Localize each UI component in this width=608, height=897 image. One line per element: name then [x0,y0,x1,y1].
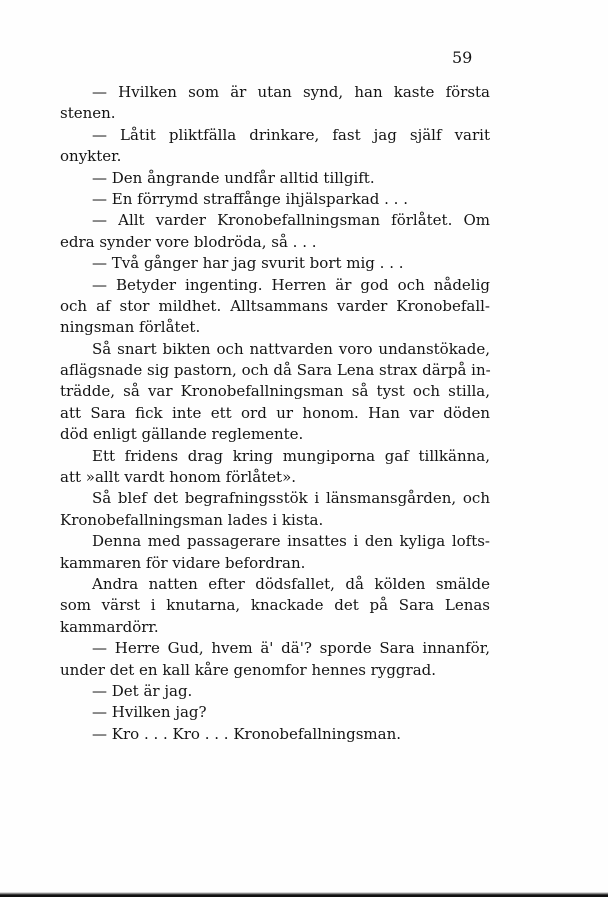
text-line: — Herre Gud, hvem ä' dä'? sporde Sara innanför, [92,639,490,658]
text-line: — Kro . . . Kro . . . Kronobefallningsman. [92,724,402,743]
text-line: edra synder vore blodröda, så . . . [60,232,317,251]
text-line: som värst i knutarna, knackade det på Sara Lenas [60,596,490,615]
text-line: aflägsnade sig pastorn, och då Sara Lena strax därpå in- [60,361,491,380]
text-line: trädde, så var Kronobefallningsman så tyst och stilla, [60,382,490,401]
text-line: — Två gånger har jag svurit bort mig . . . [92,254,404,273]
text-line: under det en kall kåre genomfor hennes ryggrad. [60,660,437,679]
text-line: Så snart bikten och nattvarden voro undanstökade, [92,339,490,358]
text-line: Så blef det begrafningsstök i länsmansgården, och [92,489,490,508]
text-line: onykter. [60,147,122,166]
text-line: ningsman förlåtet. [60,318,201,337]
page-edge-shadow [0,892,608,897]
text-line: — En förrymd straffånge ihjälsparkad . . . [92,189,408,208]
text-line: — Betyder ingenting. Herren är god och nådelig [92,275,490,294]
text-line: — Hvilken som är utan synd, han kaste första [92,83,490,101]
text-line: stenen. [60,104,116,123]
text-line: — Det är jag. [92,681,193,700]
text-line: — Hvilken jag? [92,703,207,722]
text-line: kammaren för vidare befordran. [60,553,306,572]
text-line: kammardörr. [60,617,159,636]
text-line: Denna med passagerare insattes i den kyliga lofts- [92,532,490,551]
text-line: död enligt gällande reglemente. [60,425,304,444]
text-line: Andra natten efter dödsfallet, då kölden smälde [92,574,490,593]
text-line: Ett fridens drag kring mungiporna gaf tillkänna, [92,446,490,465]
text-line: — Allt varder Kronobefallningsman förlåtet. Om [92,211,490,230]
body-text [60,82,490,745]
text-line: och af stor mildhet. Alltsammans varder Kronobefall- [60,296,490,315]
text-line: — Den ångrande undfår alltid tillgift. [92,168,375,187]
text-line: Kronobefallningsman lades i kista. [60,510,324,529]
page-number: 59 [452,48,473,67]
text-line: — Låtit pliktfälla drinkare, fast jag själf varit [92,125,490,144]
text-line: att Sara fick inte ett ord ur honom. Han var döden [60,403,490,422]
text-line: att »allt vardt honom förlåtet». [60,468,297,487]
